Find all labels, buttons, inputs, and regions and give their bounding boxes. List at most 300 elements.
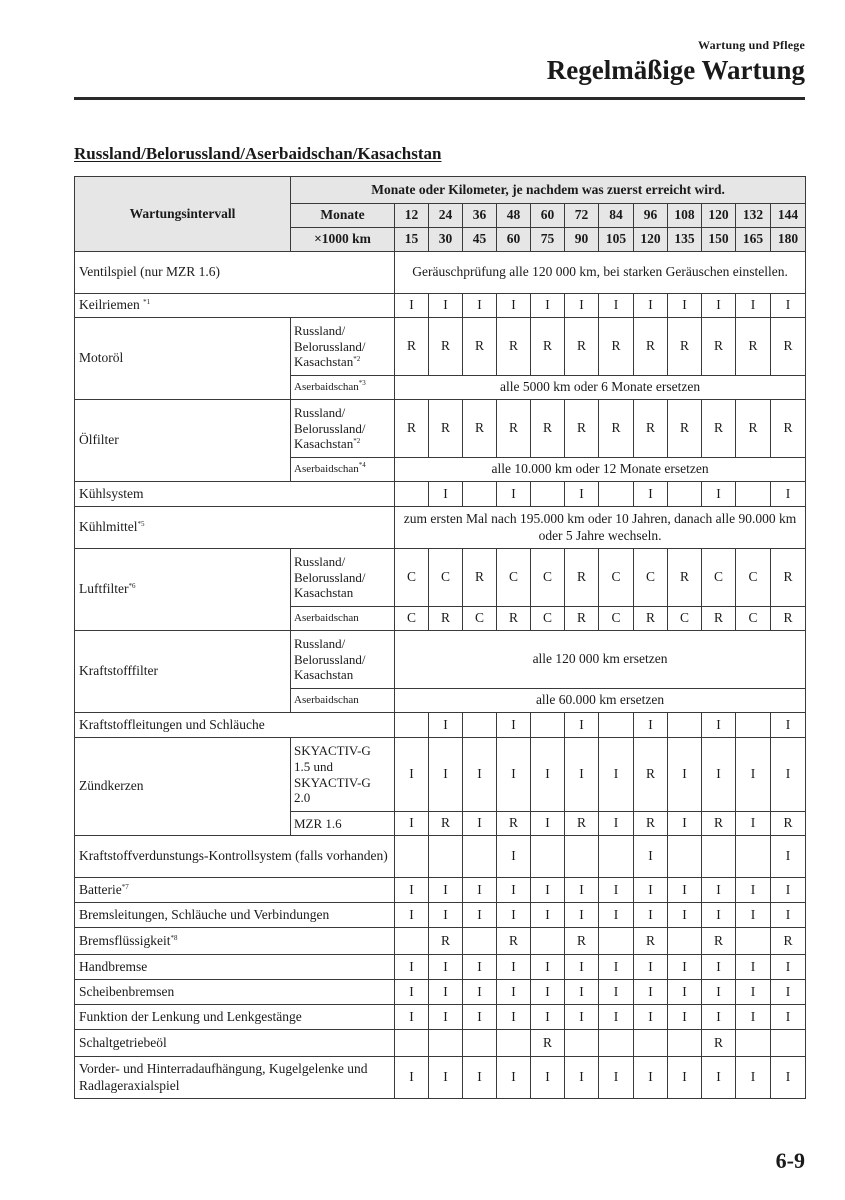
interval-cell: I [429, 1005, 463, 1030]
interval-cell: I [497, 903, 531, 928]
interval-cell: I [771, 903, 806, 928]
interval-cell: I [634, 955, 668, 980]
interval-cell: R [702, 928, 736, 955]
interval-cell: C [599, 607, 634, 631]
interval-cell: R [497, 318, 531, 376]
interval-cell: I [771, 294, 806, 318]
interval-cell [395, 928, 429, 955]
row-label: Motoröl [75, 318, 291, 400]
interval-cell: I [463, 878, 497, 903]
interval-cell: R [531, 1030, 565, 1057]
interval-cell: I [463, 812, 497, 836]
interval-cell: I [771, 836, 806, 878]
interval-cell [395, 713, 429, 738]
row-kuehlmittel [75, 507, 806, 549]
interval-cell [565, 1030, 599, 1057]
km-cell: 105 [599, 228, 634, 252]
interval-cell: I [565, 738, 599, 812]
interval-cell: I [463, 955, 497, 980]
interval-cell: R [736, 400, 771, 458]
interval-cell: I [463, 1057, 497, 1099]
interval-cell: I [736, 878, 771, 903]
month-cell: 120 [702, 204, 736, 228]
interval-cell: R [395, 400, 429, 458]
interval-cell: R [771, 607, 806, 631]
interval-cell [531, 836, 565, 878]
km-cell: 150 [702, 228, 736, 252]
interval-cell [634, 1030, 668, 1057]
interval-cell: I [702, 482, 736, 507]
interval-cell: I [565, 1057, 599, 1099]
row-label: Zündkerzen [75, 738, 291, 836]
km-cell: 15 [395, 228, 429, 252]
interval-cell: I [531, 1057, 565, 1099]
interval-cell: R [634, 607, 668, 631]
interval-cell: R [429, 812, 463, 836]
interval-cell: I [395, 294, 429, 318]
month-cell: 132 [736, 204, 771, 228]
row-lenkung [75, 1005, 806, 1030]
month-cell: 108 [668, 204, 702, 228]
interval-cell: I [634, 482, 668, 507]
interval-cell: I [429, 903, 463, 928]
row-label: Batterie$^{*7}$ [75, 878, 395, 903]
interval-cell: I [668, 903, 702, 928]
interval-cell: I [702, 738, 736, 812]
interval-cell: I [497, 955, 531, 980]
row-kuehlsystem [75, 482, 806, 507]
interval-cell: I [497, 1005, 531, 1030]
row-note: alle 5000 km oder 6 Monate ersetzen [395, 376, 806, 400]
row-motoroel [75, 318, 806, 376]
interval-cell: I [531, 980, 565, 1005]
interval-cell: I [668, 1005, 702, 1030]
interval-cell [668, 713, 702, 738]
sub-label: Russland/ Belorussland/ Kasachstan$^{*2}$ [291, 318, 395, 376]
row-label: Kühlmittel$^{*5}$ [75, 507, 395, 549]
interval-cell [668, 482, 702, 507]
interval-cell: I [565, 1005, 599, 1030]
month-cell: 72 [565, 204, 599, 228]
interval-cell: I [771, 955, 806, 980]
interval-cell [531, 482, 565, 507]
sub-label: Aserbaidschan$^{*4}$ [291, 458, 395, 482]
interval-cell: I [395, 903, 429, 928]
interval-cell: C [599, 549, 634, 607]
interval-cell: R [565, 928, 599, 955]
row-label: Kraftstofffilter [75, 631, 291, 713]
interval-cell: I [497, 1057, 531, 1099]
interval-cell: I [395, 738, 429, 812]
interval-cell: R [668, 318, 702, 376]
interval-cell: I [771, 738, 806, 812]
row-bremsfluessigkeit [75, 928, 806, 955]
interval-cell: I [497, 713, 531, 738]
interval-cell: I [702, 1005, 736, 1030]
interval-cell: I [429, 980, 463, 1005]
interval-cell: R [565, 549, 599, 607]
row-label: Handbremse [75, 955, 395, 980]
interval-cell: I [599, 903, 634, 928]
interval-cell [463, 836, 497, 878]
interval-cell: I [771, 1057, 806, 1099]
interval-cell: I [771, 713, 806, 738]
interval-cell: I [395, 980, 429, 1005]
interval-cell: R [463, 318, 497, 376]
interval-cell: I [668, 980, 702, 1005]
interval-cell: I [702, 955, 736, 980]
interval-cell: R [497, 812, 531, 836]
interval-cell: I [599, 294, 634, 318]
interval-cell: I [565, 955, 599, 980]
interval-cell: I [531, 955, 565, 980]
km-cell: 135 [668, 228, 702, 252]
row-label: Kraftstoffleitungen und Schläuche [75, 713, 395, 738]
row-label: Scheibenbremsen [75, 980, 395, 1005]
km-cell: 120 [634, 228, 668, 252]
interval-cell: I [531, 738, 565, 812]
row-label: Funktion der Lenkung und Lenkgestänge [75, 1005, 395, 1030]
row-label: Luftfilter$^{*6}$ [75, 549, 291, 631]
row-batterie [75, 878, 806, 903]
interval-cell: C [634, 549, 668, 607]
interval-cell: I [463, 294, 497, 318]
interval-cell: I [736, 812, 771, 836]
interval-cell: I [463, 903, 497, 928]
interval-cell: C [395, 549, 429, 607]
row-label: Schaltgetriebeöl [75, 1030, 395, 1057]
row-label: Kühlsystem [75, 482, 395, 507]
row-label: Ölfilter [75, 400, 291, 482]
interval-cell [736, 713, 771, 738]
row-luftfilter [75, 549, 806, 607]
interval-cell: C [395, 607, 429, 631]
interval-cell: I [599, 878, 634, 903]
interval-cell: R [497, 400, 531, 458]
month-cell: 12 [395, 204, 429, 228]
interval-cell: I [429, 482, 463, 507]
interval-cell: I [531, 903, 565, 928]
interval-cell: I [429, 294, 463, 318]
interval-cell: R [702, 1030, 736, 1057]
sub-label: Aserbaidschan$^{*3}$ [291, 376, 395, 400]
interval-cell: I [634, 713, 668, 738]
interval-cell: I [599, 1005, 634, 1030]
sub-label: Aserbaidschan [291, 607, 395, 631]
interval-cell: I [702, 903, 736, 928]
km-cell: 60 [497, 228, 531, 252]
row-label: Bremsleitungen, Schläuche und Verbindungen [75, 903, 395, 928]
interval-cell: R [668, 549, 702, 607]
interval-cell: R [463, 549, 497, 607]
section-title: Wartung und Pflege [698, 38, 805, 52]
interval-cell: R [702, 812, 736, 836]
interval-cell: C [463, 607, 497, 631]
sub-label: Russland/ Belorussland/ Kasachstan [291, 631, 395, 689]
interval-cell [736, 482, 771, 507]
row-label: Keilriemen $^{*1}$ [75, 294, 395, 318]
region-heading: Russland/Belorussland/Aserbaidschan/Kasachstan [74, 144, 442, 163]
interval-cell [736, 836, 771, 878]
interval-cell: I [771, 980, 806, 1005]
interval-cell: R [531, 400, 565, 458]
interval-cell: I [736, 738, 771, 812]
interval-cell [395, 482, 429, 507]
km-cell: 75 [531, 228, 565, 252]
interval-cell: I [771, 1005, 806, 1030]
interval-cell: R [429, 928, 463, 955]
km-cell: 90 [565, 228, 599, 252]
interval-cell: C [531, 549, 565, 607]
interval-cell: I [599, 738, 634, 812]
interval-cell: I [599, 1057, 634, 1099]
interval-cell [668, 836, 702, 878]
interval-cell: R [634, 738, 668, 812]
sub-label: Russland/ Belorussland/ Kasachstan$^{*2}$ [291, 400, 395, 458]
interval-cell: I [565, 482, 599, 507]
interval-cell: I [531, 812, 565, 836]
interval-cell: I [565, 294, 599, 318]
page-header [547, 38, 805, 84]
interval-cell: R [771, 812, 806, 836]
interval-cell: R [565, 607, 599, 631]
interval-cell: R [771, 549, 806, 607]
km-cell: 45 [463, 228, 497, 252]
interval-cell: I [771, 878, 806, 903]
interval-cell: I [736, 903, 771, 928]
interval-cell: I [702, 294, 736, 318]
interval-cell: I [668, 1057, 702, 1099]
km-label: ×1000 km [291, 228, 395, 252]
row-note: alle 120 000 km ersetzen [395, 631, 806, 689]
row-keilriemen [75, 294, 806, 318]
interval-cell: I [599, 812, 634, 836]
interval-cell: I [736, 1057, 771, 1099]
page-number: 6-9 [775, 1148, 805, 1173]
interval-cell: I [429, 713, 463, 738]
interval-cell [429, 836, 463, 878]
interval-cell: R [634, 400, 668, 458]
interval-cell [668, 928, 702, 955]
interval-cell [599, 928, 634, 955]
interval-cell: I [497, 738, 531, 812]
interval-cell: R [599, 400, 634, 458]
interval-cell: C [668, 607, 702, 631]
row-schaltgetriebeoel [75, 1030, 806, 1057]
interval-note: Monate oder Kilometer, je nachdem was zuerst erreicht wird. [291, 177, 806, 204]
interval-cell: I [668, 738, 702, 812]
interval-cell [599, 836, 634, 878]
interval-cell: C [736, 607, 771, 631]
interval-cell: R [634, 812, 668, 836]
interval-cell: I [395, 1057, 429, 1099]
row-kraftstofffilter [75, 631, 806, 689]
interval-cell: I [531, 1005, 565, 1030]
header-divider [74, 97, 805, 100]
interval-cell: I [497, 482, 531, 507]
interval-cell: I [565, 903, 599, 928]
interval-cell: R [771, 400, 806, 458]
interval-cell: R [497, 607, 531, 631]
interval-cell: I [668, 812, 702, 836]
interval-cell: R [429, 607, 463, 631]
interval-cell: R [702, 318, 736, 376]
interval-cell: I [771, 482, 806, 507]
interval-cell [599, 1030, 634, 1057]
interval-cell [771, 1030, 806, 1057]
month-cell: 60 [531, 204, 565, 228]
interval-cell: I [702, 1057, 736, 1099]
interval-cell: R [463, 400, 497, 458]
sub-label: SKYACTIV-G 1.5 und SKYACTIV-G 2.0 [291, 738, 395, 812]
row-bremsleitungen [75, 903, 806, 928]
interval-cell: I [736, 955, 771, 980]
interval-cell: I [634, 1057, 668, 1099]
interval-cell: R [702, 400, 736, 458]
interval-cell: R [771, 928, 806, 955]
interval-cell: R [634, 928, 668, 955]
interval-cell [463, 928, 497, 955]
row-aufhaengung [75, 1057, 806, 1099]
interval-cell: I [668, 294, 702, 318]
row-label: Ventilspiel (nur MZR 1.6) [75, 252, 395, 294]
interval-cell: I [634, 878, 668, 903]
interval-cell: I [463, 1005, 497, 1030]
row-note: zum ersten Mal nach 195.000 km oder 10 Jahren, danach alle 90.000 km oder 5 Jahre wechseln. [395, 507, 806, 549]
interval-cell: I [668, 955, 702, 980]
interval-cell: I [531, 294, 565, 318]
interval-cell: R [497, 928, 531, 955]
interval-cell: I [702, 878, 736, 903]
interval-cell: R [429, 400, 463, 458]
row-handbremse [75, 955, 806, 980]
interval-cell: I [634, 1005, 668, 1030]
interval-cell [531, 713, 565, 738]
month-cell: 48 [497, 204, 531, 228]
interval-cell: C [736, 549, 771, 607]
row-note: Geräuschprüfung alle 120 000 km, bei starken Geräuschen einstellen. [395, 252, 806, 294]
interval-cell: I [395, 812, 429, 836]
interval-cell [463, 1030, 497, 1057]
interval-header: Wartungsintervall [75, 177, 291, 252]
row-ventilspiel [75, 252, 806, 294]
page-title: Regelmäßige Wartung [546, 55, 805, 85]
row-zuendkerzen [75, 738, 806, 812]
sub-label: Russland/ Belorussland/ Kasachstan [291, 549, 395, 607]
interval-cell: R [599, 318, 634, 376]
interval-cell: I [497, 836, 531, 878]
interval-cell: I [463, 738, 497, 812]
interval-cell [395, 1030, 429, 1057]
row-note: alle 10.000 km oder 12 Monate ersetzen [395, 458, 806, 482]
interval-cell: I [634, 980, 668, 1005]
sub-label: MZR 1.6 [291, 812, 395, 836]
interval-cell: I [702, 980, 736, 1005]
interval-cell: I [702, 713, 736, 738]
interval-cell [702, 836, 736, 878]
row-oelfilter [75, 400, 806, 458]
interval-cell [736, 1030, 771, 1057]
km-cell: 180 [771, 228, 806, 252]
km-cell: 165 [736, 228, 771, 252]
interval-cell: I [565, 980, 599, 1005]
months-label: Monate [291, 204, 395, 228]
interval-cell [531, 928, 565, 955]
interval-cell: I [497, 980, 531, 1005]
row-label: Vorder- und Hinterradaufhängung, Kugelgelenke und Radlageraxialspiel [75, 1057, 395, 1099]
interval-cell: R [565, 400, 599, 458]
interval-cell: I [668, 878, 702, 903]
interval-cell: R [736, 318, 771, 376]
interval-cell [599, 713, 634, 738]
interval-cell [668, 1030, 702, 1057]
interval-cell: I [634, 836, 668, 878]
row-kraftstoffleitungen [75, 713, 806, 738]
interval-cell: I [395, 878, 429, 903]
interval-cell [736, 928, 771, 955]
month-cell: 36 [463, 204, 497, 228]
interval-cell [599, 482, 634, 507]
month-cell: 96 [634, 204, 668, 228]
interval-cell: I [599, 980, 634, 1005]
interval-cell: C [531, 607, 565, 631]
interval-cell [497, 1030, 531, 1057]
interval-cell: R [565, 318, 599, 376]
month-cell: 144 [771, 204, 806, 228]
row-label: Kraftstoffverdunstungs-Kontrollsystem (falls vorhanden) [75, 836, 395, 878]
row-verdunstung [75, 836, 806, 878]
interval-cell: I [497, 294, 531, 318]
interval-cell: I [736, 1005, 771, 1030]
interval-cell: I [634, 294, 668, 318]
interval-cell: I [497, 878, 531, 903]
interval-cell: I [395, 955, 429, 980]
interval-cell: I [395, 1005, 429, 1030]
interval-cell: R [771, 318, 806, 376]
month-cell: 84 [599, 204, 634, 228]
interval-cell: R [429, 318, 463, 376]
interval-cell: I [429, 738, 463, 812]
interval-cell [565, 836, 599, 878]
interval-cell: R [395, 318, 429, 376]
row-label: Bremsflüssigkeit$^{*8}$ [75, 928, 395, 955]
interval-cell: C [702, 549, 736, 607]
row-scheibenbremsen [75, 980, 806, 1005]
interval-cell: I [736, 980, 771, 1005]
interval-cell: R [634, 318, 668, 376]
interval-cell: I [565, 713, 599, 738]
interval-cell: I [531, 878, 565, 903]
sub-label: Aserbaidschan [291, 689, 395, 713]
interval-cell: R [702, 607, 736, 631]
interval-cell: I [736, 294, 771, 318]
interval-cell: I [599, 955, 634, 980]
interval-cell [395, 836, 429, 878]
km-cell: 30 [429, 228, 463, 252]
interval-cell [463, 713, 497, 738]
interval-cell: I [429, 878, 463, 903]
interval-cell: R [531, 318, 565, 376]
maintenance-table [74, 176, 806, 1099]
interval-cell: C [497, 549, 531, 607]
interval-cell: I [463, 980, 497, 1005]
interval-cell: I [565, 878, 599, 903]
row-note: alle 60.000 km ersetzen [395, 689, 806, 713]
interval-cell: I [429, 955, 463, 980]
interval-cell: R [668, 400, 702, 458]
interval-cell: C [429, 549, 463, 607]
interval-cell: R [565, 812, 599, 836]
